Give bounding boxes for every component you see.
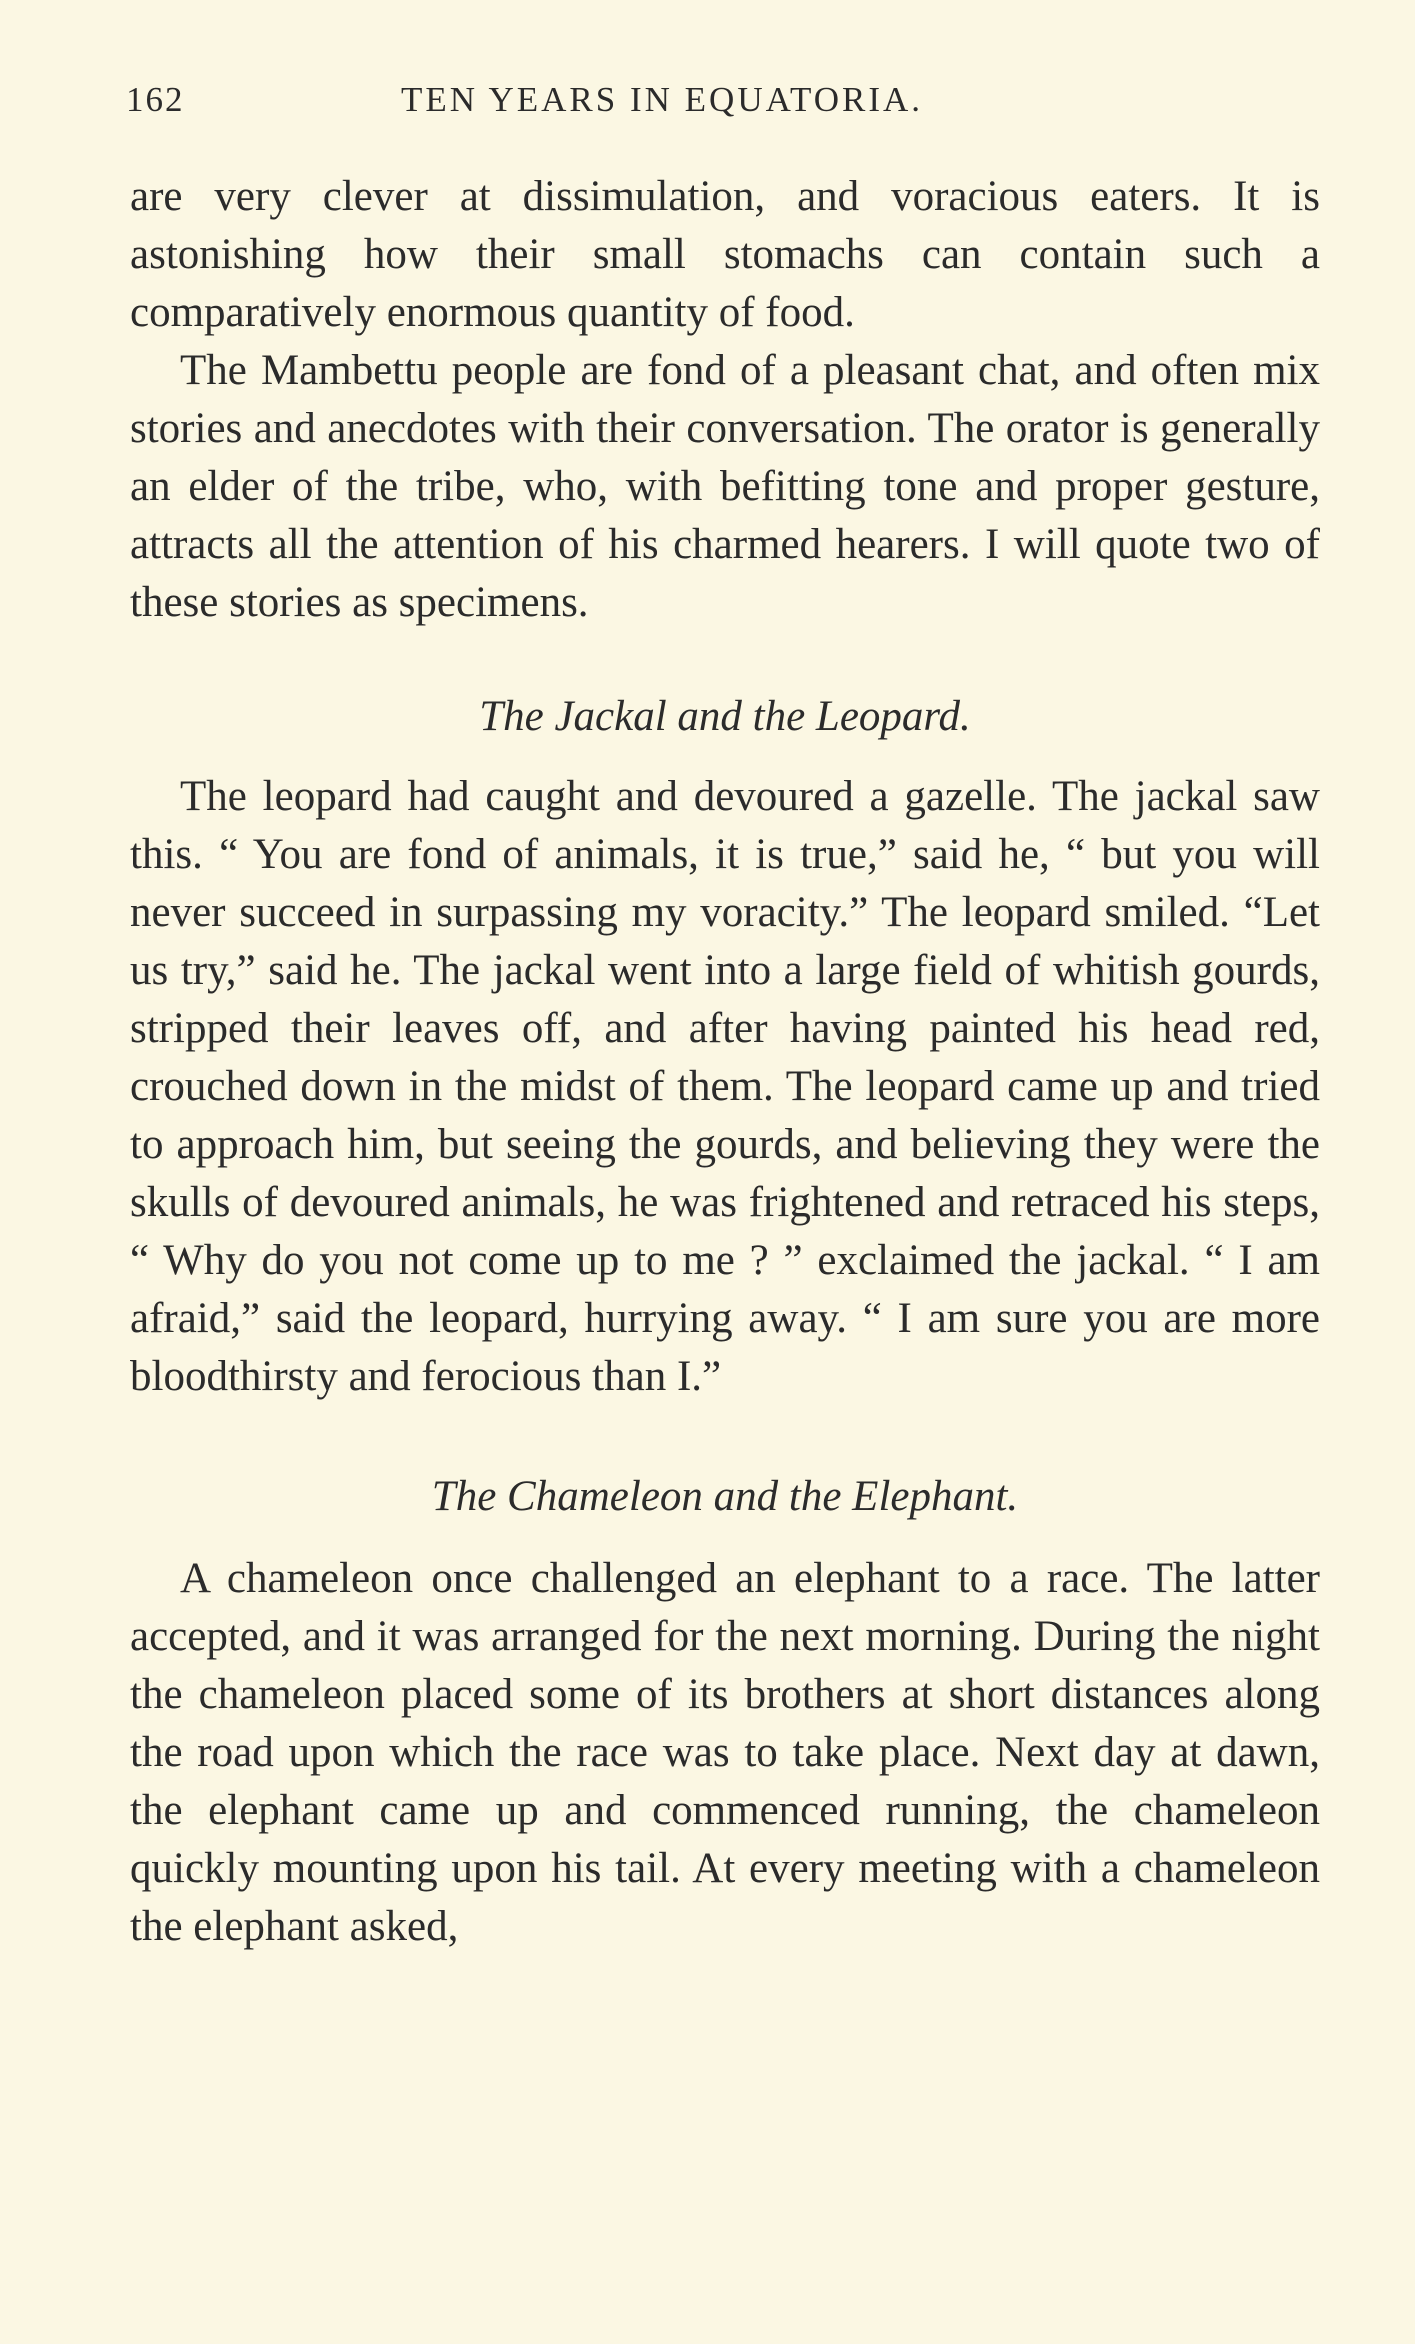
paragraph-continuation: are very clever at dissimulation, and voracious eaters. It is astonishing how their small stomachs can contain such a comparatively enormous quantity of food. [130,173,1320,336]
body-text [130,168,1320,1956]
paragraph-chameleon-elephant: A chameleon once challenged an elephant to a race. The latter accepted, and it was arranged for the next morning. During the night the chameleon placed some of its brothers at short distances along the road upon which the race was to take place. Next day at dawn, the elephant came up and commenced running, the chameleon quickly mounting upon his tail. At every meeting with a chameleon the elephant asked, [130,1555,1320,1950]
running-title: TEN YEARS IN EQUATORIA. [401,80,924,119]
story-heading-chameleon-elephant: The Chameleon and the Elephant. [431,1473,1019,1520]
paragraph-jackal-leopard: The leopard had caught and devoured a gazelle. The jackal saw this. “ You are fond of animals, it is true,” said he, “ but you will never succeed in surpassing my voracity.” The leopard smiled. “Let us try,” said he. The jackal went into a large field of whitish gourds, stripped their leaves off, and after having painted his head red, crouched down in the midst of them. The leopard came up and tried to approach him, but seeing the gourds, and believing they were the skulls of devoured animals, he was frightened and retraced his steps, “ Why do you not come up to me ? ” exclaimed the jackal. “ I am afraid,” said the leopard, hurrying away. “ I am sure you are more bloodthirsty and ferocious than I.” [130,773,1320,1400]
page-number: 162 [126,80,185,119]
story-heading-jackal-leopard: The Jackal and the Leopard. [479,693,971,740]
running-head [126,80,1324,130]
paragraph-mambettu-stories: The Mambettu people are fond of a pleasant chat, and often mix stories and anecdotes with their conversation. The orator is generally an elder of the tribe, who, with befitting tone and proper gesture, attracts all the attention of his charmed hearers. I will quote two of these stories as specimens. [130,347,1320,626]
